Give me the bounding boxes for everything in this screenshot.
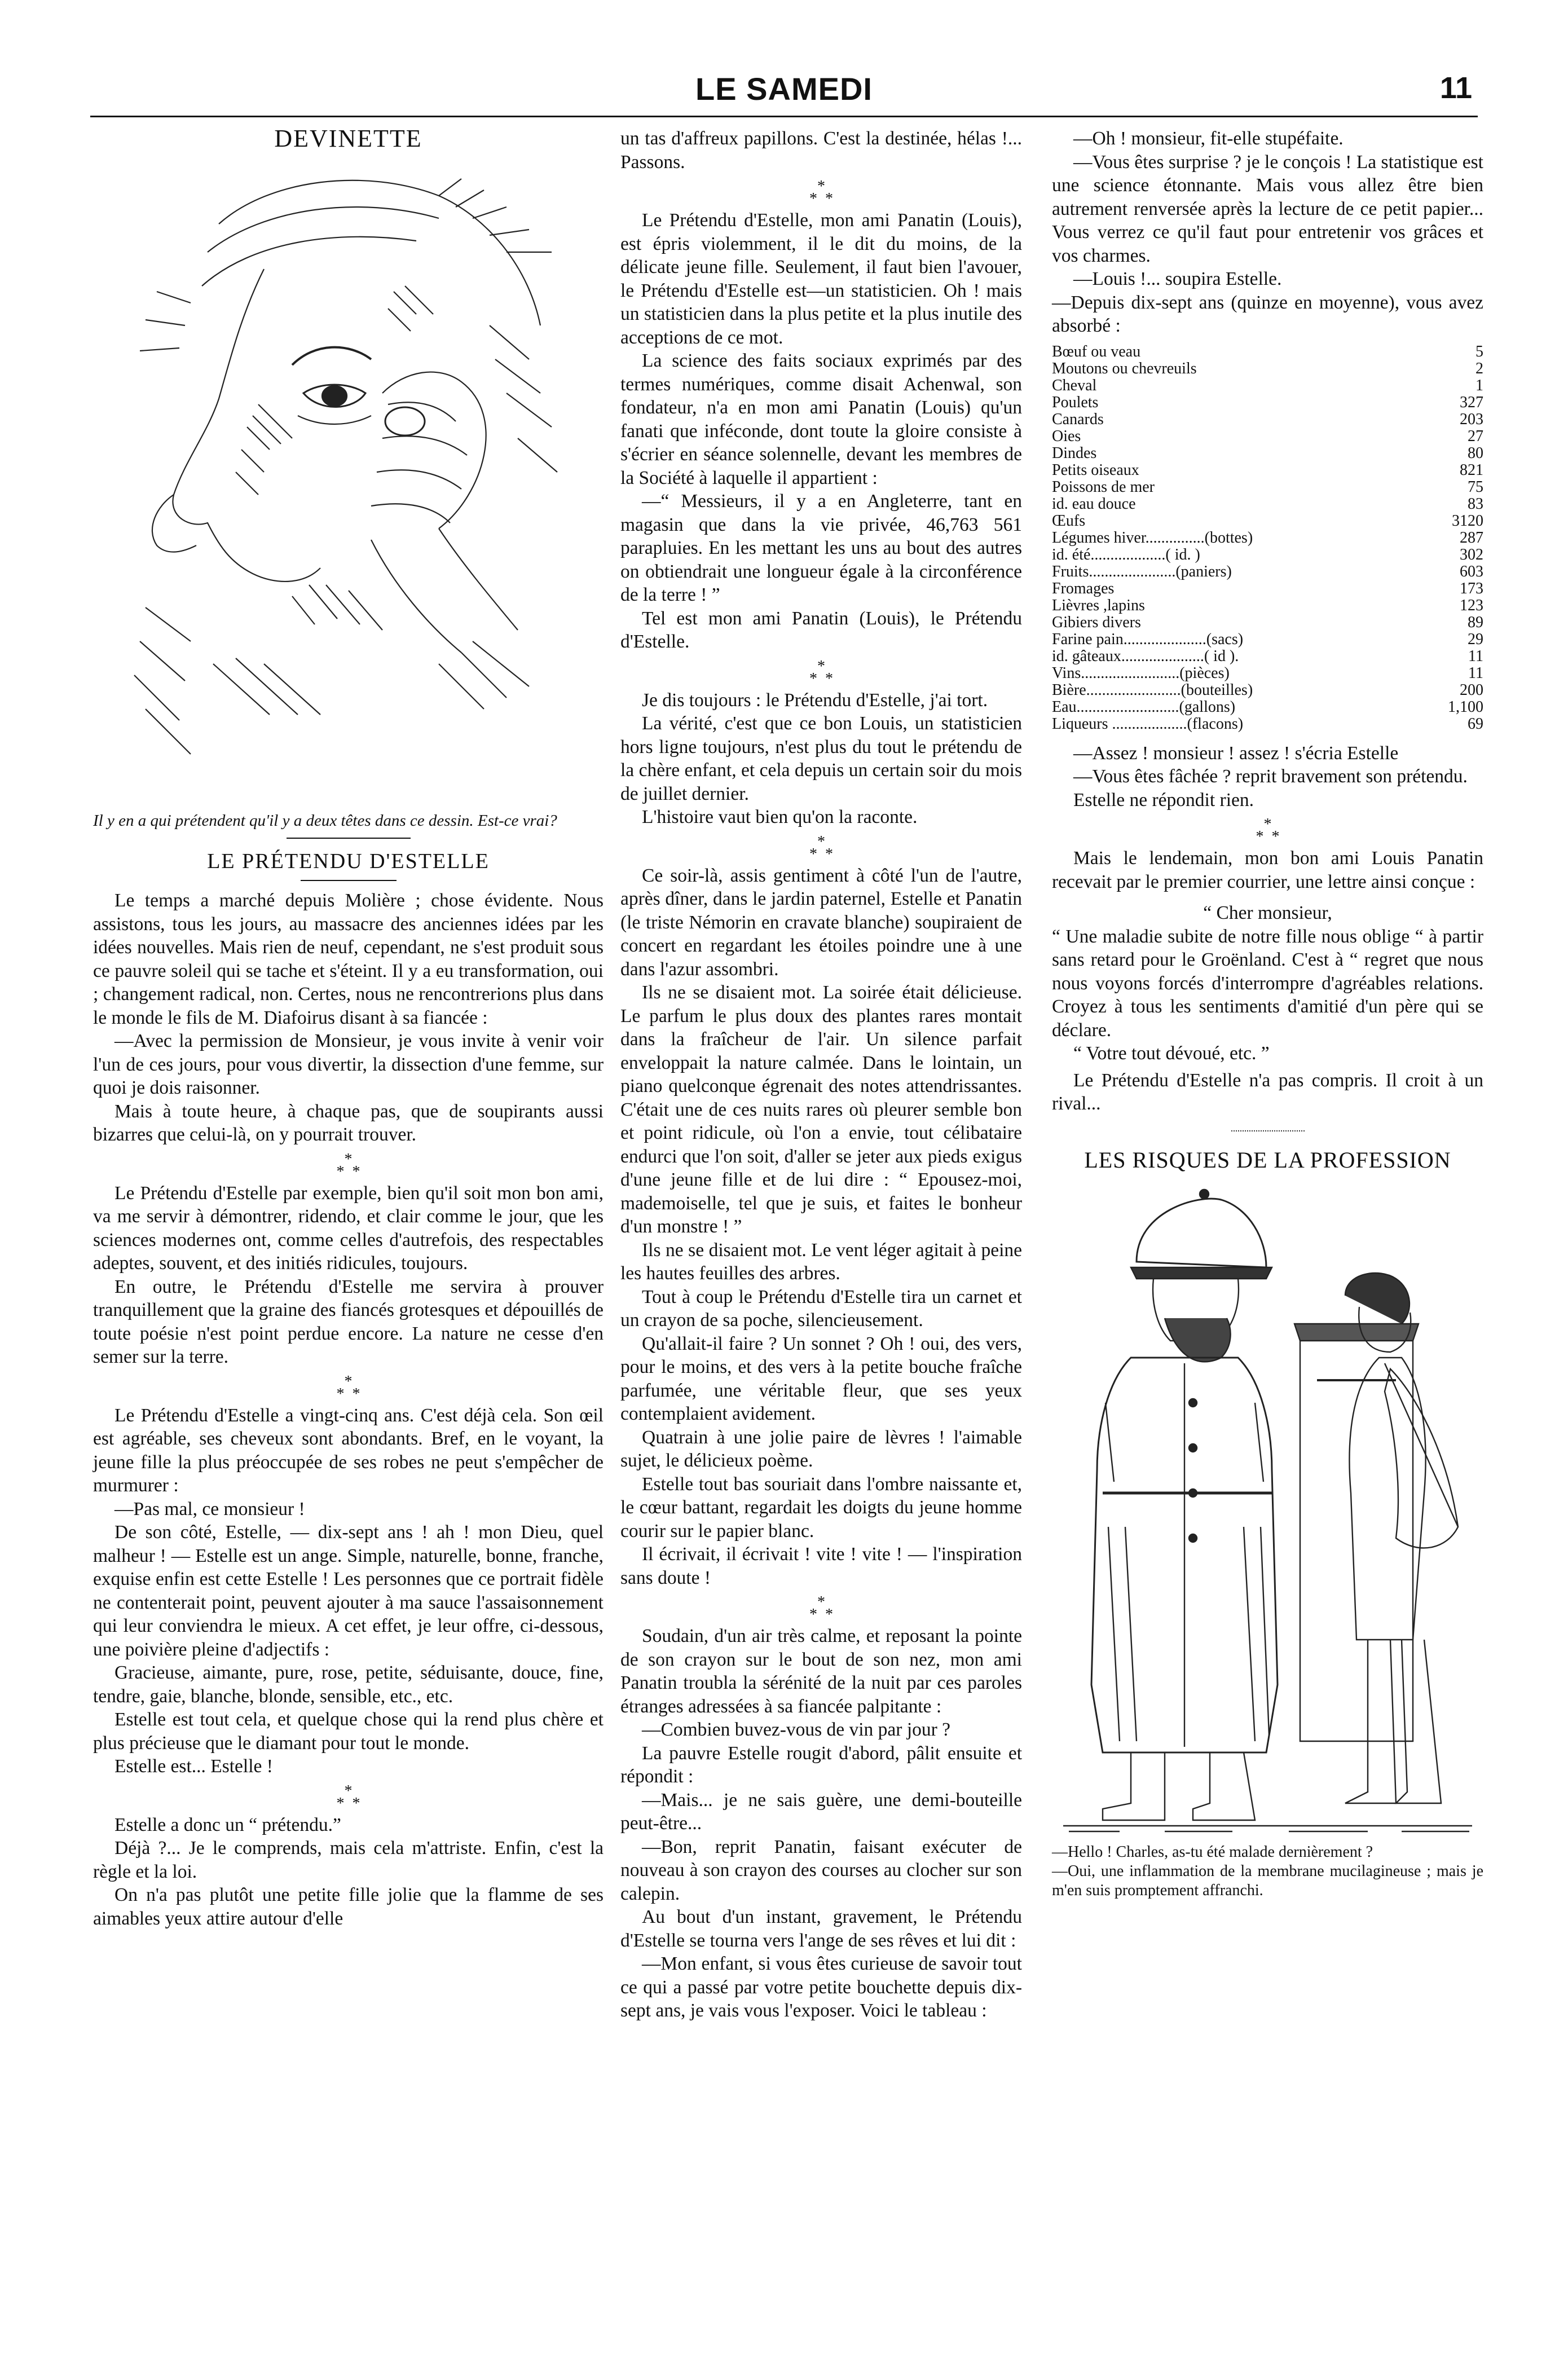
end-dotted-rule [1231,1130,1305,1131]
paragraph: Estelle ne répondit rien. [1073,789,1254,811]
table-row [1052,428,1483,445]
table-cell-label: Cheval [1052,377,1097,394]
paragraph: —Combien buvez-vous de vin par jour ? [642,1719,951,1740]
article-block-a [620,127,1022,174]
table-cell-value: 2 [1475,359,1483,377]
paragraph: Tout à coup le Prétendu d'Estelle tira un carnet et un crayon de sa poche, silencieusement. [620,1286,1022,1331]
table-row [1052,377,1483,394]
risques-caption-1: —Hello ! Charles, as-tu été malade dernièrement ? [1052,1843,1373,1861]
table-cell-label: Liqueurs ...................(flacons) [1052,715,1244,733]
article-block-c [1052,847,1483,893]
table-row [1052,530,1483,547]
consumption-table [1052,344,1483,733]
column-1 [93,127,604,1930]
table-row [1052,665,1483,682]
table-row [1052,547,1483,563]
paragraph: Déjà ?... Je le comprends, mais cela m'attriste. Enfin, c'est la règle et la loi. [93,1838,604,1882]
paragraph: —Mon enfant, si vous êtes curieuse de savoir tout ce qui a passé par votre petite bouchette depuis dix-sept ans, je vais vous l'exposer. Voici le tableau : [620,1953,1022,2021]
letter-closing: “ Votre tout dévoué, etc. ” [1073,1043,1270,1064]
page-number: 11 [1439,71,1472,105]
table-cell-label: Poulets [1052,394,1099,411]
paragraph: Quatrain à une jolie paire de lèvres ! l'aimable sujet, le délicieux poème. [620,1426,1022,1471]
article-block-d [620,864,1022,1590]
letter-salutation: “ Cher monsieur, [1203,902,1332,923]
table-row [1052,462,1483,479]
table-cell-label: Fromages [1052,580,1115,597]
table-row [1052,496,1483,513]
article-block-b [1052,742,1483,812]
paragraph: Ils ne se disaient mot. Le vent léger agitait à peine les hautes feuilles des arbres. [620,1239,1022,1284]
table-cell-value: 11 [1468,664,1483,682]
asterism-divider: * * * [336,1372,360,1403]
paragraph: De son côté, Estelle, — dix-sept ans ! ah ! mon Dieu, quel malheur ! — Estelle est un ange. Simple, naturelle, bonne, franche, exquise enfin est cette Estelle ! Les personnes que ce portrait fidèle ne contenterait point, peuvent ajouter à ma sauce l'assaisonnement qui leur conviendra le mieux. A cet effet, je leur offre, ci-dessous, une poivière pleine d'adjectifs : [93,1522,604,1660]
paragraph: La science des faits sociaux exprimés par des termes numériques, comme disait Achenwal, son fondateur, n'a en mon ami Panatin (Louis) qu'un fanati que inféconde, dont toute la gloire consiste à s'écrier en séance solennelle, devant les membres de la Société à laquelle il appartient : [620,350,1022,488]
risques-caption-2: —Oui, une inflammation de la membrane mucilagineuse ; mais je m'en suis promptement affranchi. [1052,1862,1483,1899]
paragraph: Il écrivait, il écrivait ! vite ! vite ! — l'inspiration sans doute ! [620,1544,1022,1588]
table-cell-label: Moutons ou chevreuils [1052,360,1197,377]
table-row [1052,360,1483,377]
table-cell-label: id. eau douce [1052,495,1136,513]
article-block-a [93,889,604,1147]
paragraph: Qu'allait-il faire ? Un sonnet ? Oh ! oui, des vers, pour le moins, et des vers à la petite bouche fraîche parfumée, une véritable fleur, que ses yeux contemplaient avidement. [620,1333,1022,1424]
letter-body: “ Une maladie subite de notre fille nous oblige “ à partir sans retard pour le Groënland. C'est à “ regret que nous nous voyons forcés d'interrompre d'agréables relations. Croyez à tous les sentiments d'amitié d'un père qui se déclare. [1052,926,1483,1041]
paragraph: Ils ne se disaient mot. La soirée était délicieuse. Le parfum le plus doux des plantes rares montait dans la fraîcheur de l'air. Un silence parfait enveloppait la nature calmée. Dans le lointain, un piano quelconque égrenait des notes attendrissantes. C'était une de ces nuits rares où pleurer semble bon et point ridicule, où l'on a envie, tout célibataire endurci que l'on soit, d'aller se jeter aux pieds exigus d'une jeune fille et de lui dire : “ Epousez-moi, mademoiselle, tel que je suis, et faites le bonheur d'un monstre ! ” [620,982,1022,1237]
table-cell-label: Fruits......................(paniers) [1052,563,1232,580]
paragraph: La pauvre Estelle rougit d'abord, pâlit ensuite et répondit : [620,1742,1022,1787]
paragraph: On n'a pas plutôt une petite fille jolie que la flamme de ses aimables yeux attire autour d'elle [93,1884,604,1929]
table-cell-value: 3120 [1452,512,1483,530]
table-cell-value: 80 [1468,444,1483,462]
article-block-e [620,1624,1022,2023]
asterism-divider: * * * [809,178,833,208]
risques-title: LES RISQUES DE LA PROFESSION [1084,1147,1451,1173]
table-row [1052,479,1483,496]
asterism-divider: * * * [809,833,833,863]
table-cell-label: Eau..........................(gallons) [1052,698,1236,716]
paragraph: —Oh ! monsieur, fit-elle stupéfaite. [1073,128,1344,149]
paragraph: Estelle a donc un “ prétendu.” [114,1814,341,1835]
paragraph: Au bout d'un instant, gravement, le Prétendu d'Estelle se tourna vers l'ange de ses rêves et lui dit : [620,1906,1022,1951]
table-cell-label: id. gâteaux.....................( id ). [1052,648,1239,665]
devinette-illustration [123,156,574,805]
paragraph: —Pas mal, ce monsieur ! [114,1498,305,1520]
table-row [1052,580,1483,597]
table-cell-value: 200 [1460,681,1483,699]
paragraph: —Assez ! monsieur ! assez ! s'écria Estelle [1073,742,1399,764]
table-cell-value: 69 [1468,715,1483,733]
asterism-divider: * * * [809,1593,833,1623]
table-row [1052,394,1483,411]
paragraph: La vérité, c'est que ce bon Louis, un statisticien hors ligne toujours, n'est plus du tout le prétendu de la chère enfant, et cela depuis un certain soir du mois de juillet dernier. [620,713,1022,804]
table-cell-value: 1,100 [1448,698,1483,716]
asterism-divider: * * * [336,1782,360,1812]
table-cell-value: 1 [1475,376,1483,394]
asterism-divider: * * * [809,657,833,688]
section-rule [287,838,411,839]
table-cell-value: 11 [1468,647,1483,665]
paragraph: —Bon, reprit Panatin, faisant exécuter de nouveau à son crayon des courses au clocher sur son calepin. [620,1836,1022,1904]
paragraph: Le Prétendu d'Estelle par exemple, bien qu'il soit mon bon ami, va me servir à démontrer, ridendo, et clair comme le jour, que les sciences modernes ont, comme celles d'autrefois, des respectables adeptes, souvent, et des initiés ridicules, toujours. [93,1182,604,1274]
column-3 [1052,127,1483,1900]
paragraph: Gracieuse, aimante, pure, rose, petite, séduisante, douce, fine, tendre, gaie, blanche, blonde, sensible, etc., etc. [93,1662,604,1707]
table-cell-value: 89 [1468,613,1483,631]
paragraph: Le Prétendu d'Estelle, mon ami Panatin (Louis), est épris violemment, il le dit du moins, de la délicate jeune fille. Seulement, il faut bien l'avouer, le Prétendu d'Estelle est—un statisticien. Oh ! mais un statisticien dans la plus petite et la plus inutile des acceptions de ce mot. [620,210,1022,348]
asterism-divider: * * * [336,1150,360,1181]
table-cell-label: Légumes hiver...............(bottes) [1052,529,1253,547]
article-block-b [93,1182,604,1369]
table-cell-label: Œufs [1052,512,1086,530]
article-block-d [1052,1069,1483,1116]
table-cell-label: Gibiers divers [1052,614,1141,631]
header-rule [90,116,1478,117]
article-block-c [93,1404,604,1778]
paragraph: Estelle est tout cela, et quelque chose qui la rend plus chère et plus précieuse que le diamant pour tout le monde. [93,1709,604,1754]
article-block-d [93,1813,604,1931]
table-cell-value: 83 [1468,495,1483,513]
paragraph: Tel est mon ami Panatin (Louis), le Prétendu d'Estelle. [620,607,1022,652]
table-row [1052,445,1483,462]
paragraph: —Depuis dix-sept ans (quinze en moyenne), vous avez absorbé : [1052,292,1483,336]
devinette-caption: Il y en a qui prétendent qu'il y a deux têtes dans ce dessin. Est-ce vrai? [93,811,557,830]
table-cell-label: Bœuf ou veau [1052,343,1141,360]
table-row [1052,699,1483,716]
table-cell-value: 327 [1460,393,1483,411]
paragraph: Le Prétendu d'Estelle a vingt-cinq ans. C'est déjà cela. Son œil est agréable, ses cheveux sont abondants. Bref, en le voyant, la jeune fille la plus préoccupée de ses robes ne peut s'empêcher de murmurer : [93,1404,604,1496]
paragraph: —Avec la permission de Monsieur, je vous invite à venir voir l'un de ces jours, pour vous divertir, la dissection d'une femme, sur quoi je dois raisonner. [93,1031,604,1098]
table-cell-label: Lièvres ,lapins [1052,597,1145,614]
column-2 [620,127,1022,2023]
table-row [1052,648,1483,665]
paragraph: —Vous êtes fâchée ? reprit bravement son prétendu. [1073,766,1468,787]
section-title: LE PRÉTENDU D'ESTELLE [207,849,490,873]
table-cell-label: Farine pain.....................(sacs) [1052,631,1244,648]
paragraph: Le temps a marché depuis Molière ; chose évidente. Nous assistons, tous les jours, au massacre des anciennes idées par les idées nouvelles. Mais rien de neuf, cependant, ne s'est produit sous ce pauvre soleil qui se tache et s'éteint. Il y a eu transformation, oui ; changement radical, non. Certes, nous ne rencontrerions plus dans le monde le fils de M. Diafoirus disant à sa fiancée : [93,890,604,1028]
table-row [1052,682,1483,699]
table-cell-value: 75 [1468,478,1483,496]
devinette-title: DEVINETTE [274,125,422,152]
article-block-b [620,209,1022,654]
table-cell-value: 203 [1460,410,1483,428]
table-cell-value: 603 [1460,562,1483,580]
table-cell-label: id. été...................( id. ) [1052,546,1200,563]
paragraph: En outre, le Prétendu d'Estelle me servira à prouver tranquillement que la graine des fiancés grotesques et dépouillés de toute poésie n'est point perdue encore. La nature ne cesse d'en semer sur la terre. [93,1276,604,1367]
paragraph: Estelle tout bas souriait dans l'ombre naissante et, le cœur battant, regardait les doigts du jeune homme courir sur le papier blanc. [620,1473,1022,1542]
table-cell-value: 173 [1460,579,1483,597]
table-row [1052,716,1483,733]
table-row [1052,563,1483,580]
article-block-a [1052,127,1483,338]
table-cell-value: 302 [1460,545,1483,563]
table-cell-label: Bière........................(bouteilles) [1052,681,1253,699]
table-cell-label: Vins.........................(pièces) [1052,664,1230,682]
table-row [1052,614,1483,631]
table-cell-value: 27 [1468,427,1483,445]
table-cell-value: 123 [1460,596,1483,614]
paragraph: Estelle est... Estelle ! [114,1756,273,1777]
article-block-c [620,689,1022,829]
title-underline [301,880,397,881]
paragraph: Mais à toute heure, à chaque pas, que de soupirants aussi bizarres que celui-là, on y pourrait trouver. [93,1100,604,1145]
table-cell-label: Canards [1052,411,1104,428]
table-cell-value: 5 [1475,342,1483,360]
paragraph: —Vous êtes surprise ? je le conçois ! La statistique est une science étonnante. Mais vous allez être bien autrement renversée après la lecture de ce petit papier... Vous verrez ce qu'il faut pour entretenir vos grâces et vos charmes. [1052,151,1483,266]
newspaper-title: LE SAMEDI [695,71,873,107]
table-cell-label: Dindes [1052,444,1097,462]
paragraph: Ce soir-là, assis gentiment à côté l'un de l'autre, après dîner, dans le jardin paternel, Estelle et Panatin (le triste Némorin en cravate blanche) soupiraient de concert en regardant les étoiles poindre une à une dans l'azur assombri. [620,865,1022,980]
table-row [1052,344,1483,360]
paragraph: Mais le lendemain, mon bon ami Louis Panatin recevait par le premier courrier, une lettre ainsi conçue : [1052,848,1483,892]
table-cell-value: 821 [1460,461,1483,479]
paragraph: Je dis toujours : le Prétendu d'Estelle, j'ai tort. [642,689,988,711]
paragraph: —Louis !... soupira Estelle. [1073,268,1282,289]
paragraph: un tas d'affreux papillons. C'est la destinée, hélas !... Passons. [620,128,1022,173]
asterism-divider: * * * [1256,816,1280,845]
paragraph: —Mais... je ne sais guère, une demi-bouteille peut-être... [620,1789,1022,1834]
table-cell-label: Petits oiseaux [1052,461,1139,479]
table-cell-value: 287 [1460,529,1483,547]
paragraph: Soudain, d'un air très calme, et reposant la pointe de son crayon sur le bout de son nez, mon ami Panatin troubla la sérénité de la nuit par ces paroles étranges adressées à sa fiancée palpitante : [620,1626,1022,1717]
table-cell-label: Oies [1052,428,1081,445]
table-row [1052,597,1483,614]
table-row [1052,411,1483,428]
table-cell-label: Poissons de mer [1052,478,1155,496]
policeman-illustration [1052,1177,1483,1837]
table-cell-value: 29 [1468,630,1483,648]
table-row [1052,631,1483,648]
paragraph: L'histoire vaut bien qu'on la raconte. [642,807,918,827]
letter-quote [1052,901,1483,1065]
table-row [1052,513,1483,530]
paragraph: Le Prétendu d'Estelle n'a pas compris. Il croit à un rival... [1052,1069,1483,1114]
paragraph: —“ Messieurs, il y a en Angleterre, tant en magasin que dans la vie privée, 46,763 561 parapluies. En les mettant les uns au bout des autres on obtiendrait une longueur égale à la circonférence de la terre ! ” [620,491,1022,605]
